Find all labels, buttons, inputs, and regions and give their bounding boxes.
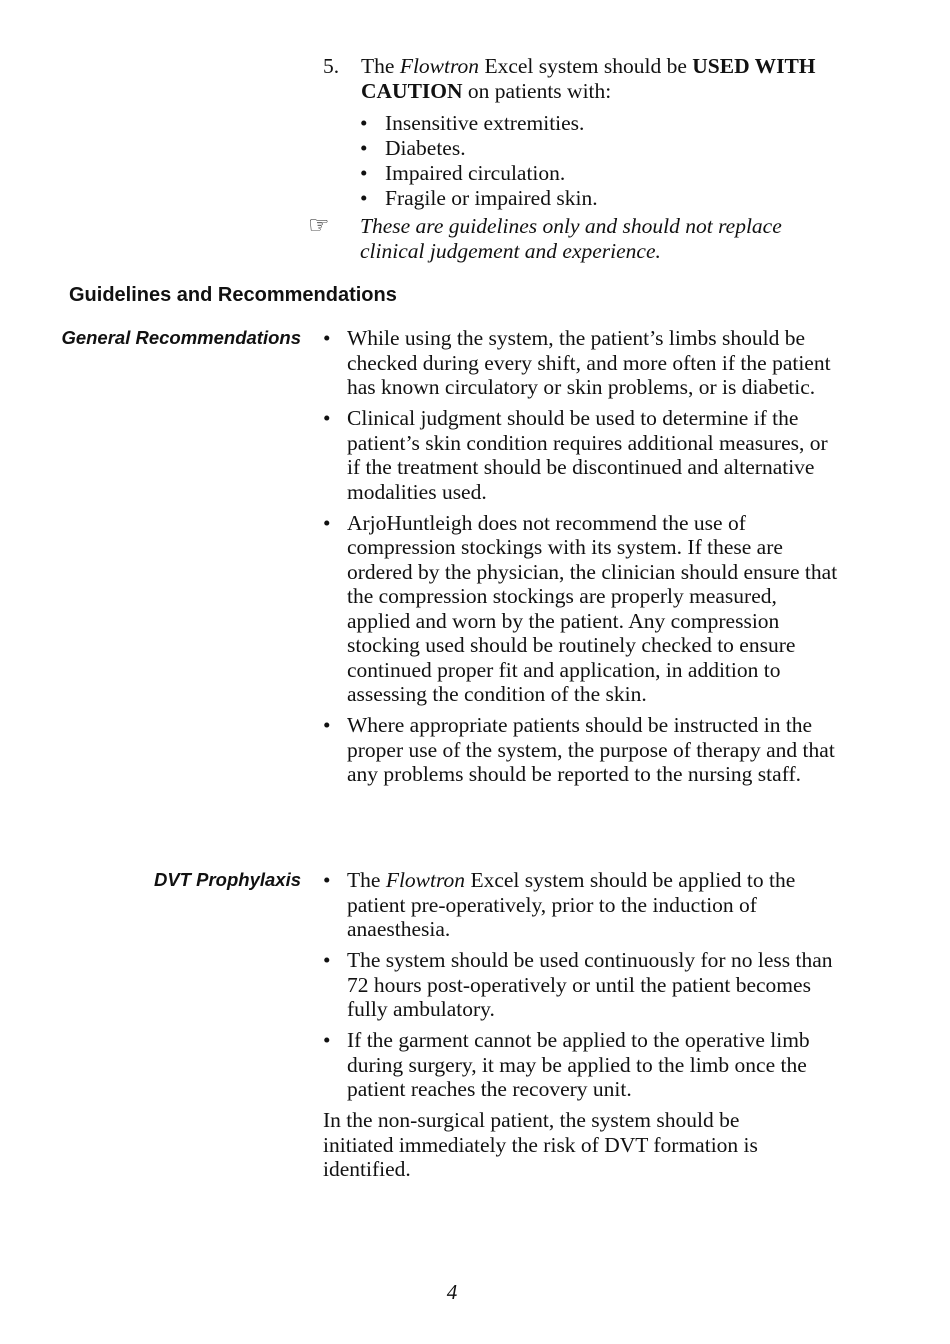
list-item-text-pre: The bbox=[347, 868, 386, 892]
list-item bbox=[358, 161, 838, 186]
dvt-prophylaxis-list bbox=[323, 868, 843, 1108]
list-item-text: The system should be used continuously for no less than 72 hours post-operatively or until the patient becomes fully ambulatory. bbox=[347, 948, 833, 1021]
list-item bbox=[358, 136, 838, 161]
list-item-text: Diabetes. bbox=[385, 136, 466, 160]
bullet: • bbox=[360, 136, 368, 160]
page-number: 4 bbox=[446, 1280, 458, 1304]
section-title: Guidelines and Recommendations bbox=[69, 284, 397, 306]
list-item bbox=[323, 713, 843, 787]
list-item-text: Fragile or impaired skin. bbox=[385, 186, 598, 210]
bullet: • bbox=[360, 111, 368, 135]
bullet: • bbox=[360, 186, 368, 210]
bullet: • bbox=[323, 713, 331, 737]
bullet: • bbox=[360, 161, 368, 185]
list-item bbox=[358, 186, 838, 211]
list-item-text: If the garment cannot be applied to the operative limb during surgery, it may be applied to the limb once the patient reaches the recovery unit. bbox=[347, 1028, 810, 1101]
bullet: • bbox=[323, 868, 331, 892]
closing-paragraph: In the non-surgical patient, the system should be initiated immediately the risk of DVT formation is identified. bbox=[323, 1108, 758, 1181]
brand-name: Flowtron bbox=[385, 868, 466, 892]
list-item bbox=[323, 326, 843, 400]
list-item-text: ArjoHuntleigh does not recommend the use of compression stockings with its system. If these are ordered by the physician, the clinician should ensure that the compression stockings are properly measured, applied and worn by the patient. Any compression stocking used should be routinely checked to ensure continued proper fit and application, in addition to assessing the condition of the skin. bbox=[347, 510, 838, 706]
list-item-text: Insensitive extremities. bbox=[385, 111, 585, 135]
list-item-text: Where appropriate patients should be instructed in the proper use of the system, the purpose of therapy and that any problems should be reported to the nursing staff. bbox=[347, 713, 835, 786]
bullet: • bbox=[323, 326, 331, 350]
list-item bbox=[323, 511, 843, 707]
list-item bbox=[323, 1028, 843, 1102]
caution-text-mid: Excel system should be bbox=[479, 54, 693, 78]
bullet: • bbox=[323, 406, 331, 430]
caution-emphasis: USED WITH CAUTION bbox=[361, 54, 816, 103]
list-item-text-post: Excel system should be applied to the patient pre-operatively, prior to the induction of anaesthesia. bbox=[347, 868, 796, 941]
list-item bbox=[323, 868, 843, 942]
general-recommendations-label: General Recommendations bbox=[61, 327, 301, 348]
list-item bbox=[323, 406, 843, 504]
brand-name: Flowtron bbox=[399, 54, 480, 78]
bullet: • bbox=[323, 510, 331, 535]
dvt-prophylaxis-label: DVT Prophylaxis bbox=[153, 869, 301, 890]
caution-text-post: on patients with: bbox=[462, 78, 612, 103]
caution-text-pre: The bbox=[361, 54, 400, 78]
list-item bbox=[323, 948, 843, 1022]
caution-text bbox=[361, 54, 831, 103]
bullet: • bbox=[323, 948, 331, 972]
list-item bbox=[358, 111, 838, 136]
general-recommendations-list bbox=[323, 326, 843, 793]
caution-conditions-list bbox=[358, 111, 838, 211]
list-item-text: Impaired circulation. bbox=[385, 161, 566, 185]
item-number: 5. bbox=[323, 54, 340, 78]
bullet: • bbox=[323, 1028, 331, 1052]
list-item-text: While using the system, the patient’s limbs should be checked during every shift, and more often if the patient has known circulatory or skin problems, or is diabetic. bbox=[347, 326, 831, 399]
pointing-hand-icon: ☞ bbox=[308, 213, 330, 239]
note-text: These are guidelines only and should not replace clinical judgement and experience. bbox=[360, 214, 782, 263]
list-item-text: Clinical judgment should be used to determine if the patient’s skin condition requires additional measures, or if the treatment should be discontinued and alternative modalities used. bbox=[347, 406, 828, 504]
